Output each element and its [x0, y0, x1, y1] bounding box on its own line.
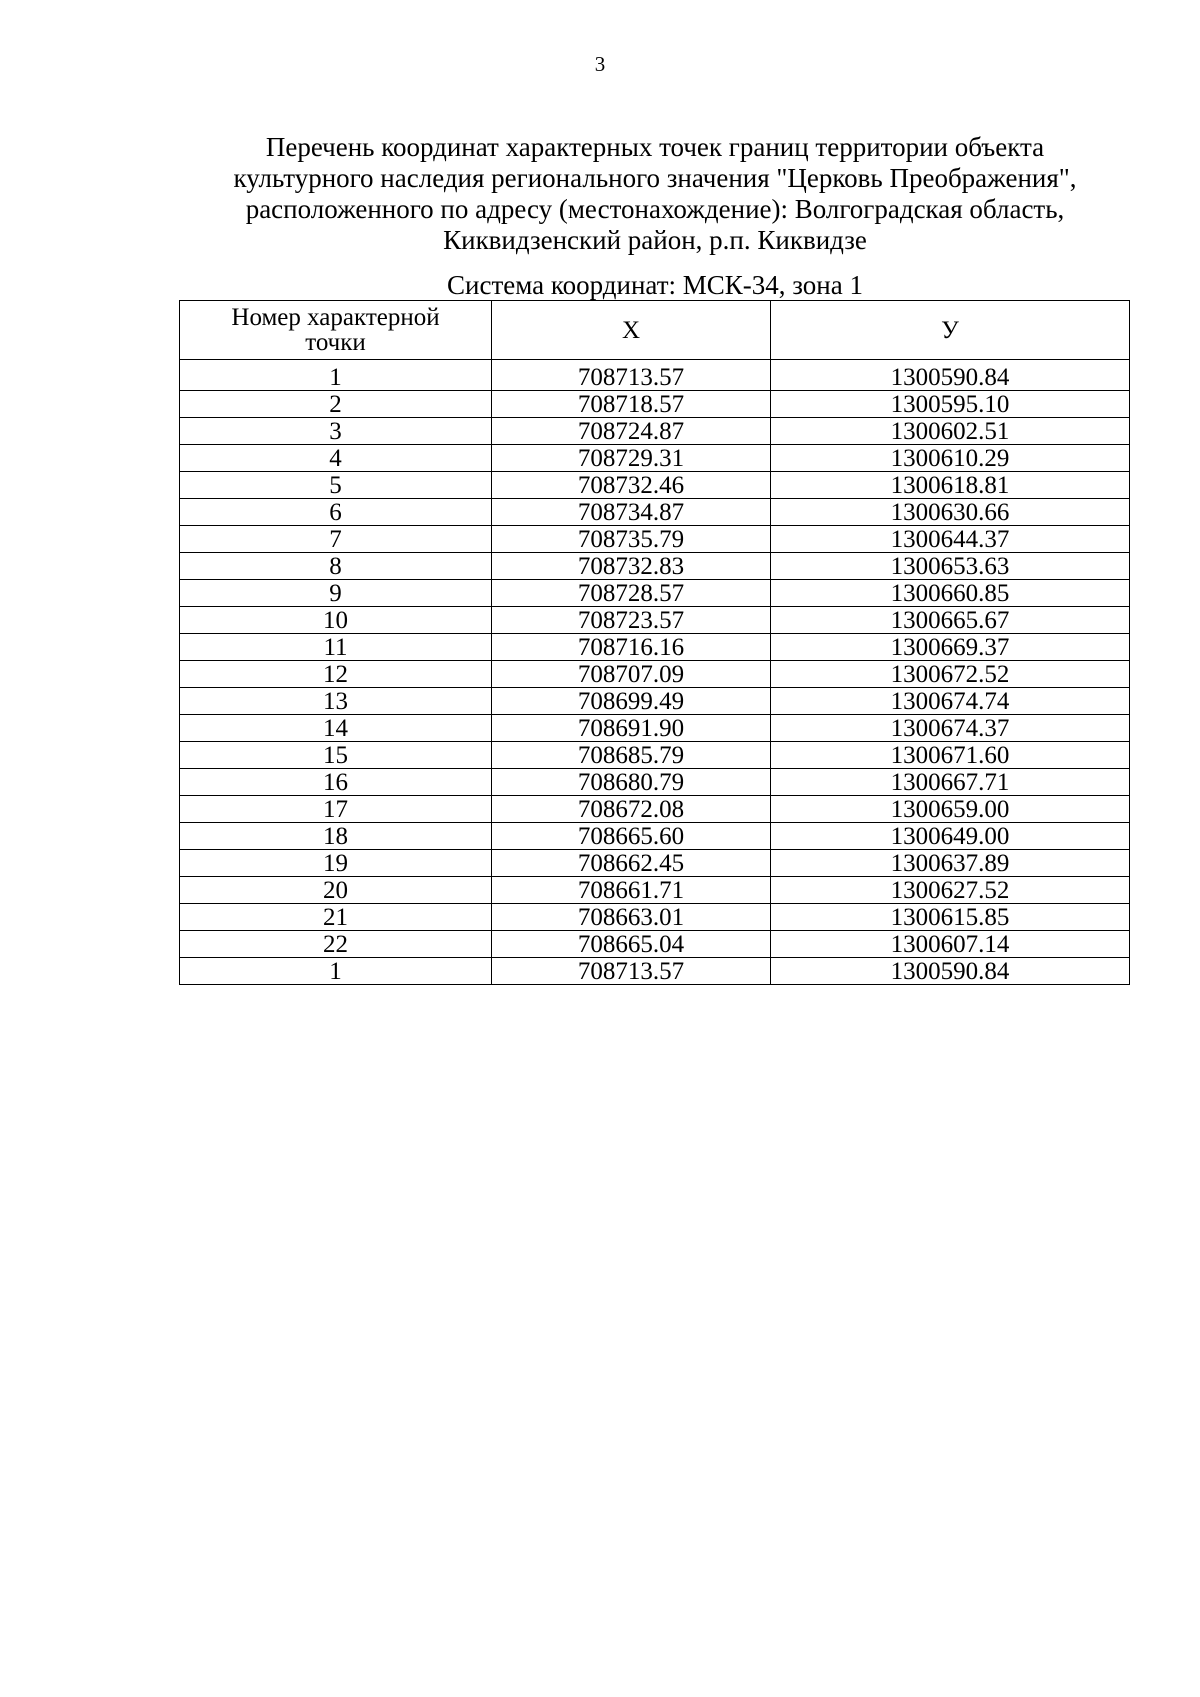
table-row [180, 931, 1130, 958]
title-line: культурного наследия регионального значения "Церковь Преображения", [233, 163, 1077, 193]
table-row [180, 769, 1130, 796]
cell-x: 708724.87 [492, 418, 771, 445]
cell-x: 708691.90 [492, 715, 771, 742]
table-body [180, 360, 1130, 985]
cell-y: 1300618.81 [771, 472, 1130, 499]
table-row [180, 877, 1130, 904]
cell-x: 708680.79 [492, 769, 771, 796]
cell-point-number: 4 [180, 445, 492, 472]
document-title [180, 132, 1130, 256]
table-row [180, 580, 1130, 607]
cell-y: 1300590.84 [771, 360, 1130, 391]
cell-x: 708723.57 [492, 607, 771, 634]
cell-y: 1300602.51 [771, 418, 1130, 445]
cell-y: 1300607.14 [771, 931, 1130, 958]
cell-point-number: 6 [180, 499, 492, 526]
table-row [180, 607, 1130, 634]
cell-point-number: 2 [180, 391, 492, 418]
table-row [180, 526, 1130, 553]
table-row [180, 715, 1130, 742]
cell-y: 1300653.63 [771, 553, 1130, 580]
cell-y: 1300665.67 [771, 607, 1130, 634]
cell-point-number: 9 [180, 580, 492, 607]
cell-y: 1300595.10 [771, 391, 1130, 418]
cell-x: 708729.31 [492, 445, 771, 472]
cell-y: 1300674.37 [771, 715, 1130, 742]
coordinate-system-caption: Система координат: МСК-34, зона 1 [447, 270, 863, 300]
cell-x: 708663.01 [492, 904, 771, 931]
coordinates-table [179, 300, 1130, 985]
cell-point-number: 10 [180, 607, 492, 634]
cell-x: 708665.04 [492, 931, 771, 958]
cell-y: 1300637.89 [771, 850, 1130, 877]
cell-point-number: 14 [180, 715, 492, 742]
table-row [180, 958, 1130, 985]
table-row [180, 472, 1130, 499]
cell-y: 1300659.00 [771, 796, 1130, 823]
header-point-line1: Номер характерной [231, 304, 440, 331]
cell-x: 708685.79 [492, 742, 771, 769]
cell-x: 708713.57 [492, 958, 771, 985]
cell-point-number: 15 [180, 742, 492, 769]
cell-x: 708716.16 [492, 634, 771, 661]
cell-y: 1300649.00 [771, 823, 1130, 850]
header-y: У [771, 301, 1130, 360]
table-row [180, 445, 1130, 472]
cell-x: 708713.57 [492, 360, 771, 391]
table-row [180, 661, 1130, 688]
header-point-number [180, 301, 492, 360]
title-line: Перечень координат характерных точек границ территории объекта [265, 132, 1045, 162]
cell-x: 708732.46 [492, 472, 771, 499]
header-point-line2: точки [305, 329, 366, 356]
title-line: расположенного по адресу (местонахождение): Волгоградская область, [245, 194, 1065, 224]
table-row [180, 796, 1130, 823]
cell-point-number: 16 [180, 769, 492, 796]
cell-x: 708728.57 [492, 580, 771, 607]
table-row [180, 850, 1130, 877]
cell-y: 1300667.71 [771, 769, 1130, 796]
cell-x: 708699.49 [492, 688, 771, 715]
cell-x: 708661.71 [492, 877, 771, 904]
cell-point-number: 19 [180, 850, 492, 877]
table-row [180, 634, 1130, 661]
cell-y: 1300671.60 [771, 742, 1130, 769]
cell-point-number: 1 [180, 958, 492, 985]
cell-y: 1300627.52 [771, 877, 1130, 904]
table-header-row [180, 301, 1130, 360]
cell-x: 708662.45 [492, 850, 771, 877]
cell-point-number: 5 [180, 472, 492, 499]
table-row [180, 823, 1130, 850]
cell-point-number: 12 [180, 661, 492, 688]
cell-y: 1300644.37 [771, 526, 1130, 553]
title-line: Киквидзенский район, р.п. Киквидзе [443, 225, 867, 255]
cell-point-number: 1 [180, 360, 492, 391]
cell-point-number: 8 [180, 553, 492, 580]
table-row [180, 360, 1130, 391]
table-row [180, 499, 1130, 526]
cell-x: 708734.87 [492, 499, 771, 526]
cell-x: 708665.60 [492, 823, 771, 850]
cell-y: 1300672.52 [771, 661, 1130, 688]
cell-y: 1300660.85 [771, 580, 1130, 607]
cell-y: 1300590.84 [771, 958, 1130, 985]
header-x: Х [492, 301, 771, 360]
page-number: 3 [594, 52, 606, 76]
cell-point-number: 21 [180, 904, 492, 931]
cell-x: 708672.08 [492, 796, 771, 823]
cell-point-number: 17 [180, 796, 492, 823]
cell-y: 1300610.29 [771, 445, 1130, 472]
cell-point-number: 3 [180, 418, 492, 445]
cell-x: 708707.09 [492, 661, 771, 688]
cell-point-number: 13 [180, 688, 492, 715]
table-row [180, 418, 1130, 445]
table-row [180, 742, 1130, 769]
cell-point-number: 11 [180, 634, 492, 661]
cell-y: 1300630.66 [771, 499, 1130, 526]
cell-x: 708735.79 [492, 526, 771, 553]
cell-point-number: 20 [180, 877, 492, 904]
cell-x: 708732.83 [492, 553, 771, 580]
cell-x: 708718.57 [492, 391, 771, 418]
table-row [180, 904, 1130, 931]
cell-point-number: 7 [180, 526, 492, 553]
cell-y: 1300669.37 [771, 634, 1130, 661]
table-row [180, 391, 1130, 418]
cell-point-number: 22 [180, 931, 492, 958]
cell-y: 1300674.74 [771, 688, 1130, 715]
table-row [180, 553, 1130, 580]
cell-y: 1300615.85 [771, 904, 1130, 931]
cell-point-number: 18 [180, 823, 492, 850]
table-row [180, 688, 1130, 715]
